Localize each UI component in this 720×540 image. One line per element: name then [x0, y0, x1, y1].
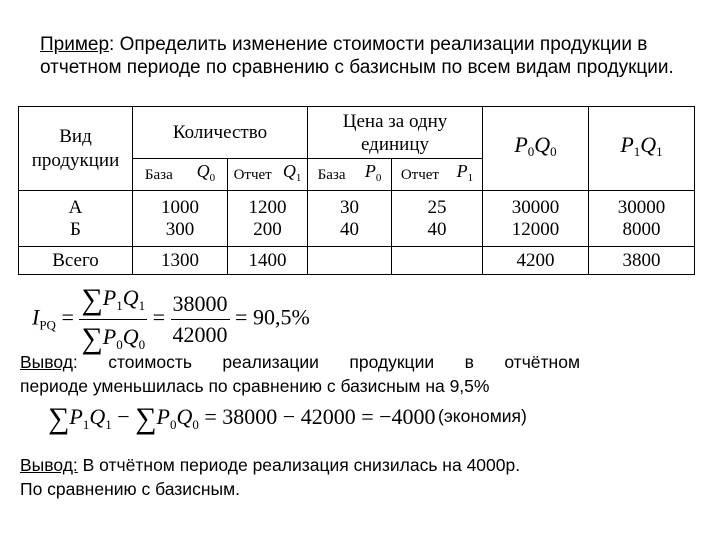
conclusion-1 [20, 350, 580, 398]
sum-fraction: $\frac{\sum P_1Q_1}{\sum P_0Q_0}$ [81, 283, 146, 355]
value-fraction: $\frac{38000}{42000}$ [172, 291, 228, 347]
product-header: Вид продукции [19, 107, 133, 191]
total-row [19, 247, 695, 275]
conclusion-1-line1: : стоимость реализации продукции в отчётном [72, 352, 580, 372]
q0-header: База $Q_0$ [133, 159, 228, 191]
p0-cell: 30 40 [308, 191, 392, 247]
p1-header: Отчет $P_1$ [392, 159, 483, 191]
q1-header: Отчет $Q_1$ [228, 159, 308, 191]
p0q0-header: $P_0Q_0$ [483, 107, 589, 191]
price-header: Цена за одну единицу [308, 107, 483, 159]
total-p0q0: 4200 [483, 247, 589, 275]
conclusion-2-label: Вывод: [20, 455, 78, 475]
savings-note: (экономия) [438, 406, 527, 426]
index-result: = 90,5% [235, 304, 310, 330]
conclusion-1-label: Вывод [20, 352, 73, 372]
q0-cell: 1000 300 [133, 191, 228, 247]
conclusion-2-line1: В отчётном периоде реализация снизилась на 4000р. [77, 455, 521, 475]
total-p1q1: 3800 [589, 247, 695, 275]
p1-cell: 25 40 [392, 191, 483, 247]
total-q1: 1400 [228, 247, 308, 275]
conclusion-2 [20, 453, 640, 501]
conclusion-1-line2: периоде уменьшилась по сравнению с базисным на 9,5% [20, 376, 490, 396]
quantity-header: Количество [133, 107, 308, 159]
table-row [19, 191, 695, 247]
p1q1-cell: 30000 8000 [589, 191, 695, 247]
p0-header: База $P_0$ [308, 159, 392, 191]
total-p1 [392, 247, 483, 275]
data-table [18, 106, 695, 275]
problem-text: : Определить изменение стоимости реализации продукции в отчетном периоде по сравнению с базисным по всем видам продукции. [40, 34, 674, 78]
difference-formula: $\sum P_1Q_1 - \sum P_0Q_0 = 38000 - 42000 = -4000$ [48, 402, 436, 435]
conclusion-2-line2: По сравнению с базисным. [20, 479, 240, 499]
index-formula: $I_{PQ}$ = $\frac{\sum P_1Q_1}{\sum P_0Q_0}$ = $\frac{38000}{42000}$ = 90,5% [32, 283, 310, 355]
product-cell: А Б [19, 191, 133, 247]
p1q1-header: $P_1Q_1$ [589, 107, 695, 191]
p0q0-cell: 30000 12000 [483, 191, 589, 247]
total-label: Всего [19, 247, 133, 275]
total-p0 [308, 247, 392, 275]
problem-statement [40, 33, 680, 79]
example-label: Пример [40, 34, 110, 55]
total-q0: 1300 [133, 247, 228, 275]
q1-cell: 1200 200 [228, 191, 308, 247]
